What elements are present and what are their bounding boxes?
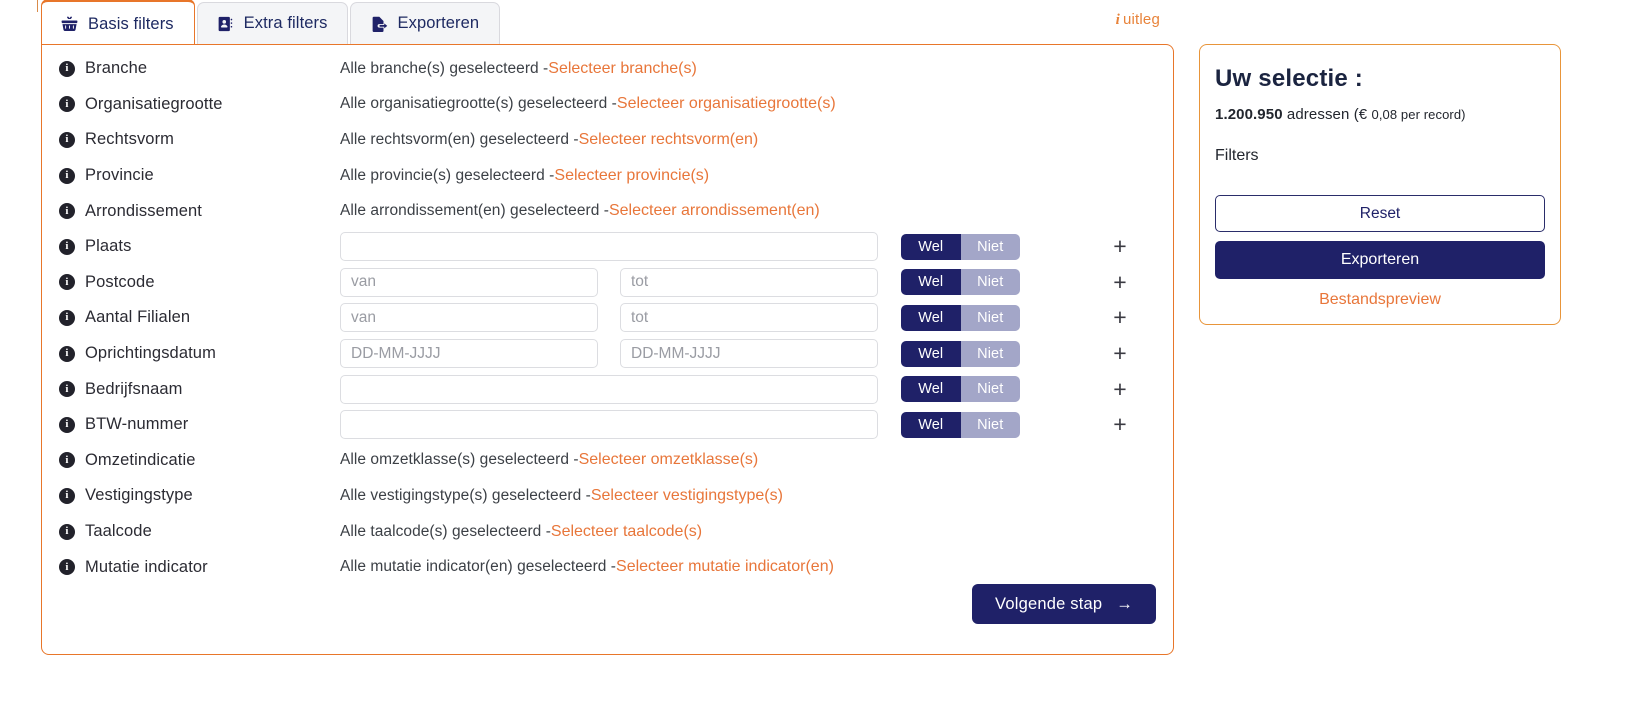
filter-label-rechtsvorm: [59, 130, 340, 149]
info-icon[interactable]: i: [59, 559, 75, 575]
filter-row-vestigingstype: [42, 478, 1173, 514]
filter-value-provincie: [340, 167, 1173, 185]
info-icon[interactable]: i: [59, 239, 75, 255]
filter-name: Taalcode: [85, 522, 152, 541]
filter-row-oprichtingsdatum: [42, 336, 1173, 372]
filter-name: Branche: [85, 59, 148, 78]
select-arrondissement-link[interactable]: Selecteer arrondissement(en): [608, 202, 820, 220]
plaats-input[interactable]: [340, 232, 878, 261]
add-bedrijfsnaam-button[interactable]: +: [1113, 375, 1127, 402]
filter-label-oprichtingsdatum: [59, 344, 340, 363]
selection-count-line: [1215, 106, 1545, 123]
filter-value-vestigingstype: [340, 487, 1173, 505]
filter-label-provincie: [59, 166, 340, 185]
btw-nummer-input[interactable]: [340, 410, 878, 439]
filter-label-postcode: [59, 273, 340, 292]
select-organisatiegrootte-link[interactable]: Selecteer organisatiegrootte(s): [616, 95, 836, 113]
bedrijfsnaam-wel-niet-toggle[interactable]: [901, 376, 1020, 402]
toggle-wel[interactable]: Wel: [901, 234, 961, 260]
info-icon[interactable]: i: [59, 452, 75, 468]
filter-name: Omzetindicatie: [85, 450, 196, 469]
selection-status: Alle rechtsvorm(en) geselecteerd -: [340, 130, 579, 148]
info-icon[interactable]: i: [59, 417, 75, 433]
filter-row-aantal-filialen: [42, 300, 1173, 336]
price-per-record: 0,08 per record): [1371, 107, 1466, 122]
selection-status: Alle branche(s) geselecteerd -: [340, 59, 549, 77]
filter-name: Aantal Filialen: [85, 308, 191, 327]
filter-value-taalcode: [340, 523, 1173, 541]
toggle-wel[interactable]: Wel: [901, 376, 961, 402]
filter-label-vestigingstype: [59, 486, 340, 505]
filter-value-branche: [340, 60, 1173, 78]
filter-row-taalcode: [42, 514, 1173, 550]
toggle-niet[interactable]: Niet: [961, 376, 1021, 402]
toggle-wel[interactable]: Wel: [901, 412, 961, 438]
tab-extra-filters[interactable]: [197, 2, 349, 44]
filter-row-provincie: [42, 158, 1173, 194]
filter-label-arrondissement: [59, 202, 340, 221]
filter-row-btw-nummer: [42, 407, 1173, 443]
info-icon[interactable]: i: [59, 96, 75, 112]
filter-row-omzetindicatie: [42, 443, 1173, 479]
selection-status: Alle vestigingstype(s) geselecteerd -: [340, 486, 591, 504]
tab-exporteren[interactable]: [350, 2, 500, 44]
filter-row-bedrijfsnaam: [42, 371, 1173, 407]
filter-value-plaats: [340, 232, 1173, 261]
bedrijfsnaam-input[interactable]: [340, 375, 878, 404]
tab-label: Exporteren: [397, 14, 480, 32]
filter-value-omzetindicatie: [340, 451, 1173, 469]
postcode-wel-niet-toggle[interactable]: [901, 269, 1020, 295]
select-vestigingstype-link[interactable]: Selecteer vestigingstype(s): [590, 486, 783, 504]
add-btw-nummer-button[interactable]: +: [1113, 411, 1127, 438]
filter-row-rechtsvorm: [42, 122, 1173, 158]
info-icon[interactable]: i: [59, 524, 75, 540]
oprichtingsdatum-wel-niet-toggle[interactable]: [901, 341, 1020, 367]
reset-button[interactable]: Reset: [1215, 195, 1545, 232]
info-icon[interactable]: i: [59, 310, 75, 326]
tab-label: Extra filters: [243, 14, 328, 32]
filter-label-plaats: [59, 237, 340, 256]
basket-icon: [60, 15, 79, 34]
aantal-filialen-to-input[interactable]: [620, 303, 878, 332]
filter-name: Plaats: [85, 237, 132, 256]
bestandspreview-link[interactable]: Bestandspreview: [1319, 291, 1441, 308]
filter-value-btw-nummer: [340, 410, 1173, 439]
aantal-filialen-wel-niet-toggle[interactable]: [901, 305, 1020, 331]
filter-label-mutatie-indicator: [59, 558, 340, 577]
selection-status: Alle taalcode(s) geselecteerd -: [340, 522, 551, 540]
filter-label-organisatiegrootte: [59, 95, 340, 114]
filter-label-bedrijfsnaam: [59, 380, 340, 399]
filter-row-postcode: [42, 265, 1173, 301]
info-icon[interactable]: i: [59, 381, 75, 397]
record-count: 1.200.950: [1215, 106, 1283, 123]
add-aantal-filialen-button[interactable]: +: [1113, 304, 1127, 331]
info-icon[interactable]: i: [59, 61, 75, 77]
volgende-stap-button[interactable]: [972, 584, 1156, 624]
postcode-to-input[interactable]: [620, 268, 878, 297]
toggle-niet[interactable]: Niet: [961, 269, 1021, 295]
record-count-suffix: adressen (€: [1286, 106, 1368, 123]
uitleg-label: uitleg: [1122, 11, 1160, 28]
filter-value-organisatiegrootte: [340, 95, 1173, 113]
filter-row-arrondissement: [42, 193, 1173, 229]
toggle-niet[interactable]: Niet: [961, 341, 1021, 367]
info-icon[interactable]: i: [59, 203, 75, 219]
page-edge-line: [37, 0, 38, 12]
info-marker: i: [1115, 12, 1120, 28]
info-icon[interactable]: i: [59, 274, 75, 290]
tab-strip: [41, 0, 502, 44]
filter-rows: [42, 45, 1173, 585]
filter-value-bedrijfsnaam: [340, 375, 1173, 404]
filter-label-taalcode: [59, 522, 340, 541]
filter-name: Postcode: [85, 272, 155, 291]
filter-name: Organisatiegrootte: [85, 94, 223, 113]
filter-row-plaats: [42, 229, 1173, 265]
selection-summary-panel: [1199, 44, 1561, 325]
filter-row-branche: [42, 51, 1173, 87]
filter-label-branche: [59, 59, 340, 78]
filter-row-organisatiegrootte: [42, 87, 1173, 123]
oprichtingsdatum-from-input[interactable]: [340, 339, 598, 368]
info-icon[interactable]: i: [59, 168, 75, 184]
select-provincie-link[interactable]: Selecteer provincie(s): [554, 166, 710, 184]
select-taalcode-link[interactable]: Selecteer taalcode(s): [550, 522, 703, 540]
filter-value-arrondissement: [340, 202, 1173, 220]
filter-value-postcode: [340, 268, 1173, 297]
basis-filters-panel: [41, 44, 1174, 655]
toggle-wel[interactable]: Wel: [901, 305, 961, 331]
uitleg-link[interactable]: [1116, 11, 1160, 29]
selection-title: Uw selectie :: [1215, 65, 1363, 92]
selection-status: Alle mutatie indicator(en) geselecteerd -: [340, 558, 617, 576]
select-branche-link[interactable]: Selecteer branche(s): [548, 59, 697, 77]
next-step-label: Volgende stap: [995, 594, 1103, 613]
toggle-niet[interactable]: Niet: [961, 234, 1021, 260]
filter-value-oprichtingsdatum: [340, 339, 1173, 368]
tab-basis-filters[interactable]: [41, 0, 195, 44]
postcode-from-input[interactable]: [340, 268, 598, 297]
filter-name: BTW-nummer: [85, 415, 189, 434]
btw-nummer-wel-niet-toggle[interactable]: [901, 412, 1020, 438]
toggle-niet[interactable]: Niet: [961, 412, 1021, 438]
select-omzetklasse-link[interactable]: Selecteer omzetklasse(s): [578, 451, 759, 469]
filter-name: Provincie: [85, 166, 154, 185]
toggle-wel[interactable]: Wel: [901, 269, 961, 295]
selection-status: Alle provincie(s) geselecteerd -: [340, 166, 555, 184]
info-icon[interactable]: i: [59, 132, 75, 148]
toggle-wel[interactable]: Wel: [901, 341, 961, 367]
filter-value-mutatie-indicator: [340, 558, 1173, 576]
toggle-niet[interactable]: Niet: [961, 305, 1021, 331]
aantal-filialen-from-input[interactable]: [340, 303, 598, 332]
tab-label: Basis filters: [88, 14, 174, 33]
filter-label-omzetindicatie: [59, 451, 340, 470]
select-mutatie-indicator-link[interactable]: Selecteer mutatie indicator(en): [616, 558, 834, 576]
arrow-right-icon: →: [1116, 594, 1133, 613]
add-oprichtingsdatum-button[interactable]: +: [1113, 340, 1127, 367]
selection-status: Alle omzetklasse(s) geselecteerd -: [340, 451, 579, 469]
filter-name: Bedrijfsnaam: [85, 379, 183, 398]
filter-name: Vestigingstype: [85, 486, 193, 505]
add-plaats-button[interactable]: +: [1113, 233, 1127, 260]
filter-value-rechtsvorm: [340, 131, 1173, 149]
export-button[interactable]: Exporteren: [1215, 241, 1545, 279]
filter-label-aantal-filialen: [59, 308, 340, 327]
plaats-wel-niet-toggle[interactable]: [901, 234, 1020, 260]
filters-label: Filters: [1215, 147, 1259, 164]
filter-value-aantal-filialen: [340, 303, 1173, 332]
filter-name: Mutatie indicator: [85, 557, 208, 576]
selection-status: Alle arrondissement(en) geselecteerd -: [340, 202, 609, 220]
filter-name: Oprichtingsdatum: [85, 344, 216, 363]
oprichtingsdatum-to-input[interactable]: [620, 339, 878, 368]
filter-name: Arrondissement: [85, 201, 202, 220]
file-export-icon: [369, 14, 388, 33]
info-icon[interactable]: i: [59, 488, 75, 504]
filter-label-btw-nummer: [59, 415, 340, 434]
select-rechtsvorm-link[interactable]: Selecteer rechtsvorm(en): [578, 130, 759, 148]
filter-row-mutatie-indicator: [42, 549, 1173, 585]
info-icon[interactable]: i: [59, 346, 75, 362]
filter-name: Rechtsvorm: [85, 130, 175, 149]
add-postcode-button[interactable]: +: [1113, 268, 1127, 295]
selection-status: Alle organisatiegrootte(s) geselecteerd -: [340, 95, 617, 113]
address-book-icon: [216, 14, 235, 33]
